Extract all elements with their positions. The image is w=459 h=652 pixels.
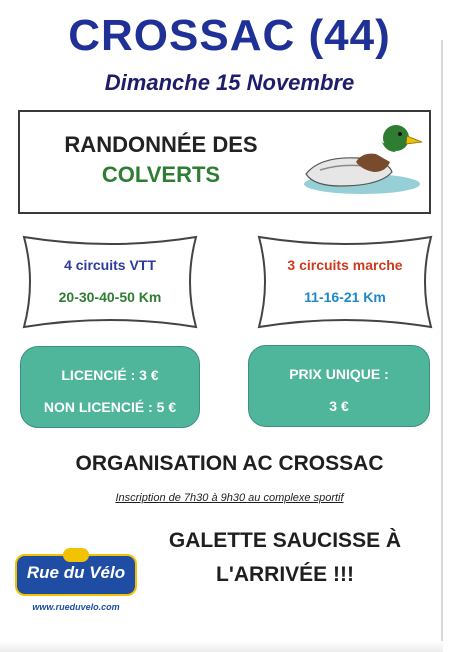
ticket-frame-icon: [255, 233, 435, 331]
sponsor-url: www.rueduvelo.com: [32, 602, 120, 612]
marche-circuits-label: 3 circuits marche: [287, 257, 403, 273]
prix-unique-value: 3 €: [329, 398, 349, 414]
prix-unique-label: PRIX UNIQUE :: [289, 366, 389, 382]
randonnee-title-line1: RANDONNÉE DES: [64, 132, 258, 157]
single-price-box: [248, 345, 430, 427]
inscription-note: Inscription de 7h30 à 9h30 au complexe sportif: [115, 492, 344, 504]
bicycle-wheel-icon: [63, 548, 89, 562]
randonnee-box: [18, 110, 431, 214]
page-title: CROSSAC (44): [68, 11, 391, 60]
ticket-frame-icon: [20, 233, 200, 331]
licencie-price: LICENCIÉ : 3 €: [61, 367, 159, 383]
licence-price-box: [20, 346, 200, 428]
galette-line2: L'ARRIVÉE !!!: [216, 563, 354, 586]
logo-text: Rue du Vélo: [26, 563, 126, 582]
rue-du-velo-logo: [15, 548, 140, 616]
non-licencie-price: NON LICENCIÉ : 5 €: [43, 399, 177, 415]
vtt-circuits-ticket: [20, 233, 200, 331]
event-date: Dimanche 15 Novembre: [104, 70, 355, 95]
vtt-circuits-label: 4 circuits VTT: [64, 257, 156, 273]
marche-circuits-distances: 11-16-21 Km: [304, 289, 386, 305]
organisation-heading: ORGANISATION AC CROSSAC: [75, 452, 384, 475]
vtt-circuits-distances: 20-30-40-50 Km: [58, 289, 162, 305]
marche-circuits-ticket: [255, 233, 435, 331]
page-shadow: [0, 641, 443, 652]
randonnee-title-line2: COLVERTS: [101, 162, 221, 187]
galette-line1: GALETTE SAUCISSE À: [168, 529, 402, 552]
page-edge: [441, 40, 443, 652]
mallard-duck-icon: [300, 122, 425, 202]
